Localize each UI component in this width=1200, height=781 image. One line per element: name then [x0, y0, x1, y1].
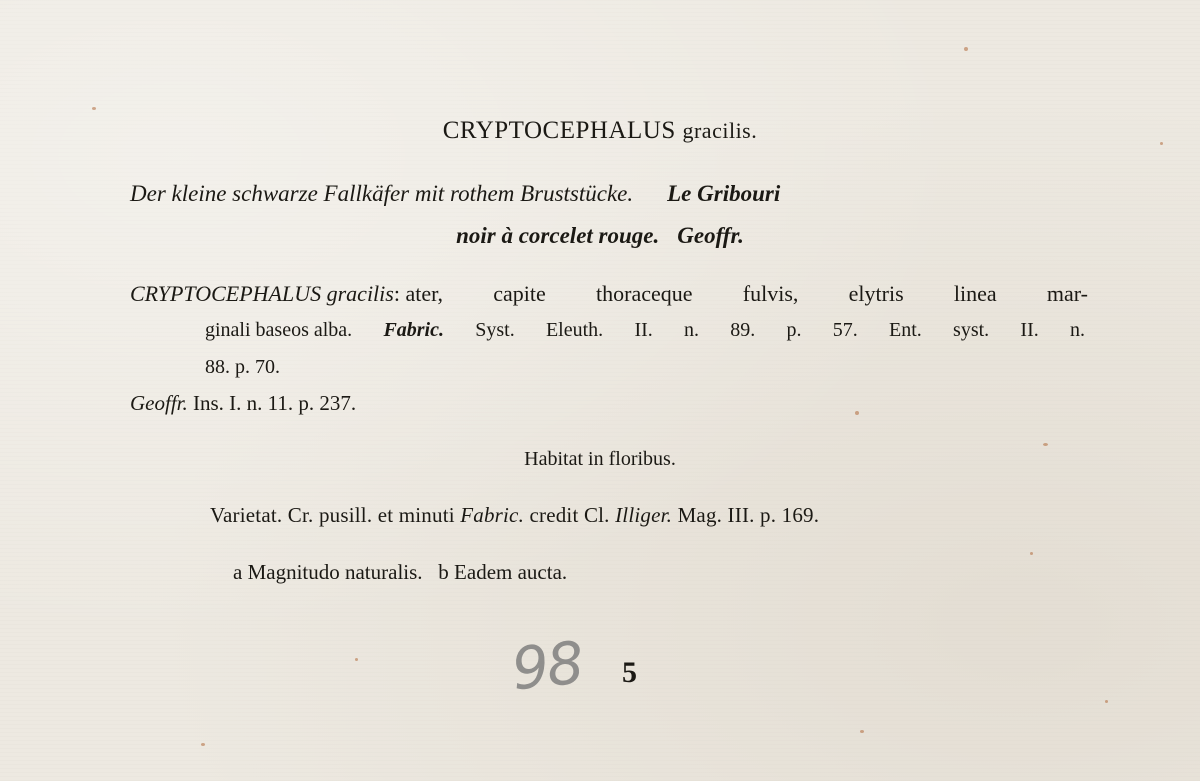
citation-token: syst.	[953, 319, 990, 341]
common-name-authority: Geoffr.	[677, 223, 744, 248]
synonymy-line-2	[205, 320, 1085, 340]
varietat-middle: credit Cl.	[529, 503, 610, 527]
german-common-name: Der kleine schwarze Fallkäfer mit rothem Bruststücke.	[130, 181, 634, 206]
synonymy-name: CRYPTOCEPHALUS gracilis: ater,	[130, 281, 444, 306]
citation-token: n.	[1070, 319, 1085, 341]
french-common-name-end: noir à corcelet rouge.	[456, 223, 660, 248]
paper-speck	[855, 411, 859, 415]
paper-speck	[201, 743, 205, 746]
synonymy-word: mar-	[1046, 281, 1088, 306]
synonymy-word: fulvis,	[742, 281, 799, 306]
geoffroy-reference	[130, 393, 356, 414]
citation-token: Syst.	[475, 319, 515, 341]
paper-speck	[964, 47, 968, 51]
figure-b-caption: b Eadem aucta.	[438, 560, 568, 584]
varietat-suffix: Mag. III. p. 169.	[677, 503, 820, 527]
citation-token: II.	[1020, 319, 1039, 341]
paper-speck	[860, 730, 864, 733]
species-heading	[0, 118, 1200, 143]
paper-speck	[1030, 552, 1033, 555]
common-name-line-2	[0, 224, 1200, 247]
geoffroy-citation: Ins. I. n. 11. p. 237.	[193, 391, 357, 415]
citation-token: Eleuth.	[545, 319, 604, 341]
synonymy-description-end: ginali baseos alba.	[205, 319, 353, 341]
synonymy-word: linea	[953, 281, 997, 306]
synonymy-line-1	[130, 283, 1088, 305]
citation-token: 57.	[832, 319, 858, 341]
paper-speck	[92, 107, 96, 110]
synonymy-word: elytris	[848, 281, 904, 306]
varietat-line	[210, 505, 819, 526]
synonymy-line-3	[205, 357, 280, 377]
common-name-line-1	[130, 182, 780, 205]
page-number: 5	[622, 656, 637, 689]
paper-speck	[355, 658, 358, 661]
varietat-illiger: Illiger.	[615, 503, 673, 527]
fabricius-author: Fabric.	[383, 319, 444, 341]
figure-a-caption: a Magnitudo naturalis.	[233, 560, 423, 584]
synonymy-word: thoraceque	[596, 281, 693, 306]
genus-name: CRYPTOCEPHALUS	[442, 117, 676, 144]
citation-token: II.	[634, 319, 653, 341]
handwritten-number: 98	[508, 628, 586, 704]
habitat-line: Habitat in floribus.	[524, 448, 676, 470]
varietat-prefix: Varietat. Cr. pusill. et minuti	[210, 503, 455, 527]
synonymy-word: capite	[493, 281, 546, 306]
french-common-name-start: Le Gribouri	[667, 181, 781, 206]
paper-speck	[1043, 443, 1048, 446]
geoffroy-author: Geoffr.	[130, 391, 188, 415]
varietat-fabricius: Fabric.	[460, 503, 525, 527]
citation-token: p.	[786, 319, 802, 341]
citation-end: 88. p. 70.	[205, 356, 280, 378]
magnitudo-line	[233, 562, 567, 583]
species-name: gracilis.	[682, 118, 758, 143]
paper-speck	[1105, 700, 1108, 703]
citation-token: Ent.	[889, 319, 922, 341]
citation-token: n.	[684, 319, 700, 341]
citation-token: 89.	[730, 319, 756, 341]
